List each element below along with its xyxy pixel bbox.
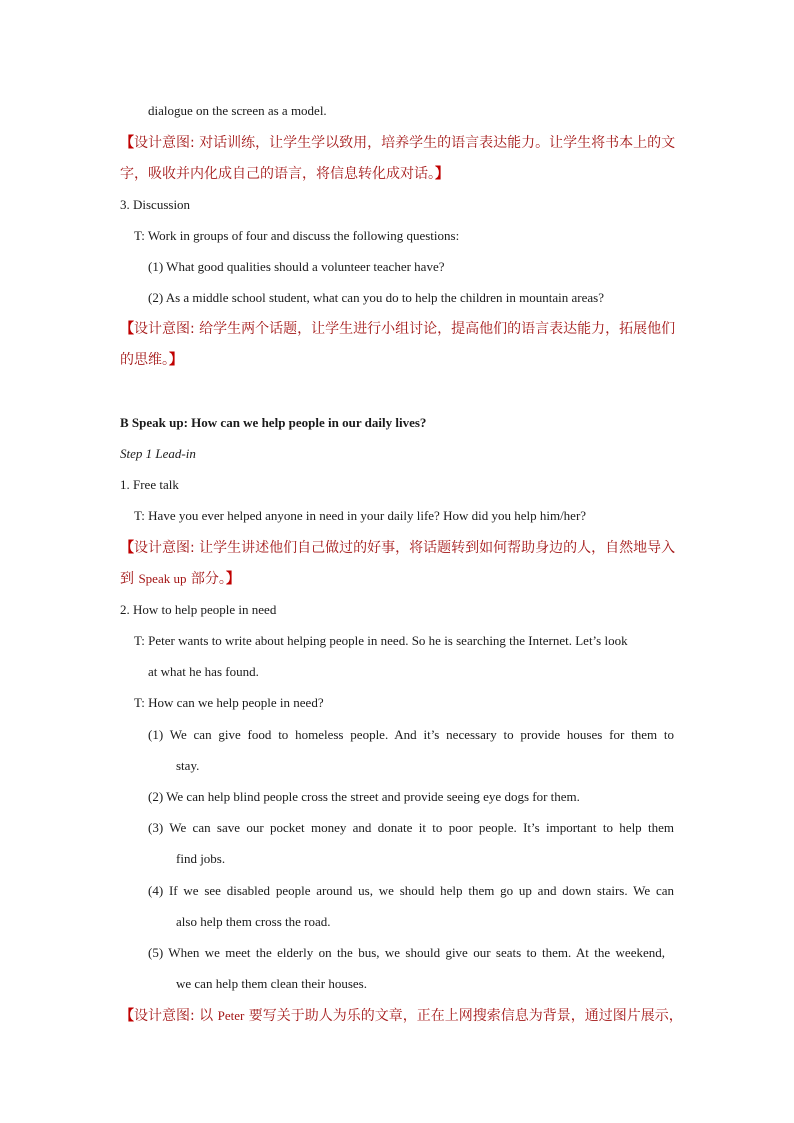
peter-line-1: T: Peter wants to write about helping people in need. So he is searching the Internet. Let’s look (134, 633, 628, 648)
answer-3-line-1: (3) We can save our pocket money and donate it to poor people. It’s important to help them (148, 820, 674, 835)
discussion-heading: 3. Discussion (120, 197, 191, 212)
answer-5-line-1: (5) When we meet the elderly on the bus, we should give our seats to them. At the weekend, (148, 945, 665, 960)
design-note-1-line-2: 字，吸收并内化成自己的语言，将信息转化成对话。】 (120, 166, 449, 182)
answer-2: (2) We can help blind people cross the street and provide seeing eye dogs for them. (148, 789, 580, 804)
design-note-1-line-1: 【设计意图: 对话训练，让学生学以致用，培养学生的语言表达能力。让学生将书本上的文 (120, 135, 676, 151)
bracket-open: 【 (120, 135, 134, 151)
free-talk-heading: 1. Free talk (120, 477, 179, 492)
how-help-question: T: How can we help people in need? (134, 695, 324, 710)
step-1-heading: Step 1 Lead-in (120, 446, 196, 461)
design-note-2-line-1: 【设计意图: 给学生两个话题，让学生进行小组讨论，提高他们的语言表达能力，拓展他们 (120, 321, 676, 337)
discussion-instruction: T: Work in groups of four and discuss the following questions: (134, 228, 460, 243)
free-talk-question: T: Have you ever helped anyone in need in your daily life? How did you help him/her? (134, 508, 587, 523)
help-people-heading: 2. How to help people in need (120, 602, 277, 617)
answer-4-line-2: also help them cross the road. (176, 914, 331, 929)
dialogue-line: dialogue on the screen as a model. (148, 103, 327, 118)
answer-4-line-1: (4) If we see disabled people around us, we should help them go up and down stairs. We can (148, 883, 674, 898)
answer-3-line-2: find jobs. (176, 851, 226, 866)
bracket-close: 】 (435, 166, 449, 182)
section-b-heading: B Speak up: How can we help people in our daily lives? (120, 415, 427, 430)
question-1: (1) What good qualities should a volunteer teacher have? (148, 259, 445, 274)
design-note-3-line-1: 【设计意图: 让学生讲述他们自己做过的好事，将话题转到如何帮助身边的人，自然地导入 (120, 540, 676, 556)
design-note-3-line-2: 到 Speak up 部分。】 (120, 571, 240, 587)
design-note-2-line-2: 的思维。】 (120, 352, 183, 368)
answer-1-line-1: (1) We can give food to homeless people. And it’s necessary to provide houses for them to (148, 727, 674, 742)
answer-1-line-2: stay. (176, 758, 200, 773)
design-note-4-line-1: 【设计意图: 以 Peter 要写关于助人为乐的文章，正在上网搜索信息为背景，通过图片展示， (120, 1008, 683, 1024)
answer-5-line-2: we can help them clean their houses. (176, 976, 367, 991)
peter-line-2: at what he has found. (148, 664, 259, 679)
question-2: (2) As a middle school student, what can you do to help the children in mountain areas? (148, 290, 604, 305)
